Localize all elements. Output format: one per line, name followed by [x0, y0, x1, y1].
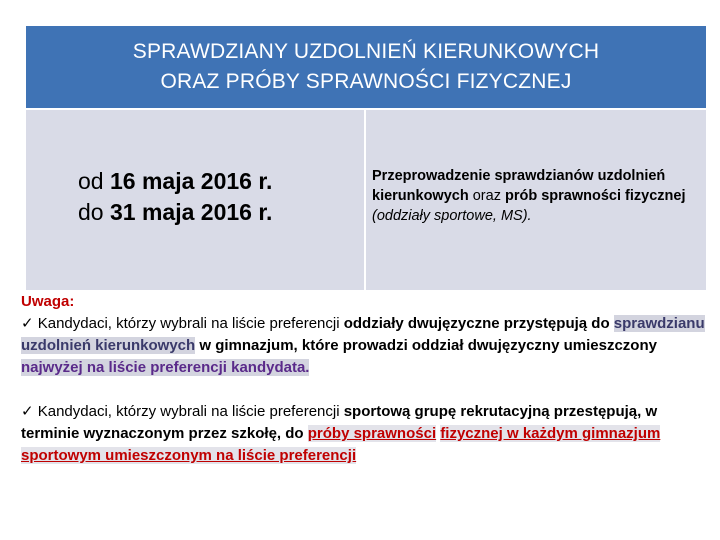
- to-prefix: do: [78, 199, 110, 225]
- note1-highlight-preference: najwyżej na liście preferencji kandydata.: [21, 359, 310, 376]
- to-date: 31 maja 2016 r.: [109, 199, 273, 225]
- note1-text-b: oddziały dwujęzyczne przystępują do: [343, 315, 614, 332]
- note-sport: [21, 401, 705, 467]
- checkmark-icon: ✓: [21, 403, 34, 420]
- slide-title: [26, 26, 706, 108]
- from-prefix: od: [78, 168, 110, 194]
- description-bold-2: prób sprawności fizycznej: [504, 188, 686, 204]
- note2-text-b: sportową grupę rekrutacyjną przestępują, w terminie wyznaczonym przez szkołę, do: [21, 403, 658, 442]
- note1-text-a: Kandydaci, którzy wybrali na liście preferencji: [33, 315, 344, 332]
- from-date: 16 maja 2016 r.: [109, 168, 273, 194]
- date-range-cell: [26, 110, 366, 290]
- notes-label: Uwaga:: [21, 293, 75, 310]
- description-normal-1: oraz: [472, 188, 505, 204]
- description-bold-1: Przeprowadzenie sprawdzianów uzdolnień kierunkowych: [372, 168, 666, 204]
- title-line-2: ORAZ PRÓBY SPRAWNOŚCI FIZYCZNEJ: [160, 70, 572, 93]
- date-from: [78, 166, 364, 197]
- note1-highlight-exam: sprawdzianu uzdolnień kierunkowych: [21, 315, 705, 354]
- date-to: [78, 197, 364, 228]
- checkmark-icon: ✓: [21, 315, 34, 332]
- note2-text-a: Kandydaci, którzy wybrali na liście preferencji: [33, 403, 344, 420]
- description-cell: [366, 110, 706, 290]
- note1-text-d: w gimnazjum, które prowadzi oddział dwujęzyczny umieszczony: [195, 337, 657, 354]
- note2-highlight-schools: fizycznej w każdym gimnazjum sportowym umieszczonym na liście preferencji: [21, 425, 661, 464]
- title-line-1: SPRAWDZIANY UZDOLNIEŃ KIERUNKOWYCH: [132, 40, 600, 63]
- note-dual-language: [21, 313, 705, 379]
- notes-section: [21, 291, 705, 467]
- note2-highlight-test: próby sprawności: [307, 425, 437, 442]
- description-italic: (oddziały sportowe, MS).: [372, 208, 532, 224]
- schedule-table: [26, 108, 706, 290]
